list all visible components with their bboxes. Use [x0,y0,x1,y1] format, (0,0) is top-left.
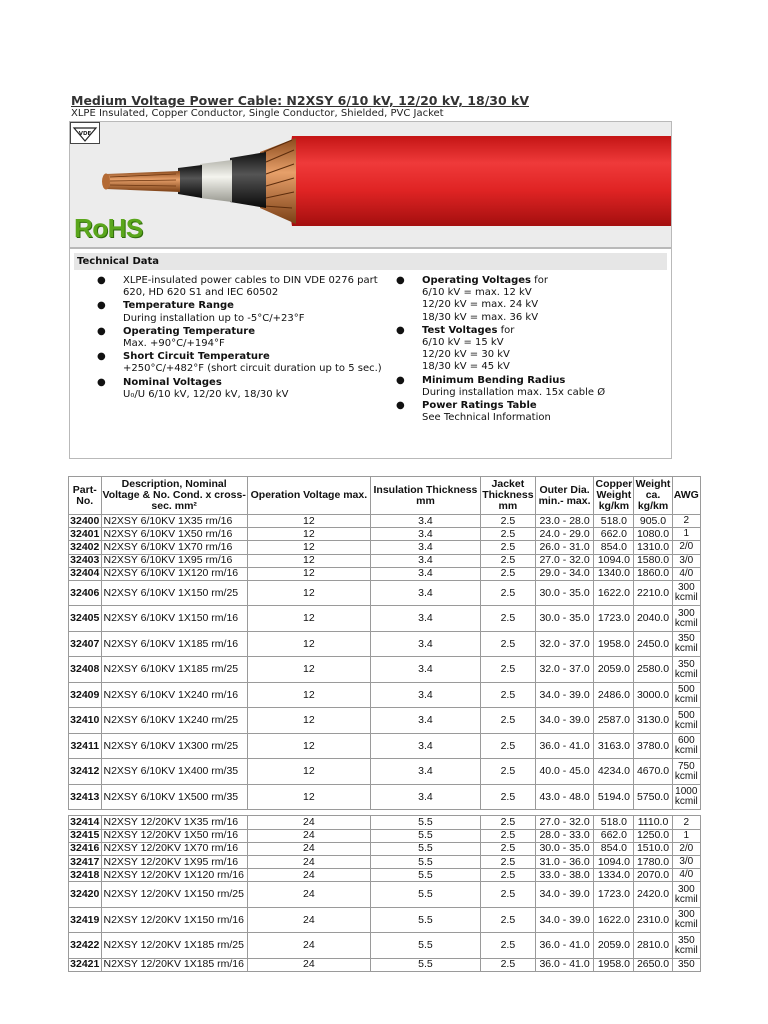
cell-description: N2XSY 6/10KV 1X120 rm/16 [101,567,247,580]
table-row [69,829,701,842]
cell-jacket: 2.5 [480,567,535,580]
table-row [69,580,701,606]
cell-awg: 3/0 [672,554,700,567]
cell-outer-dia: 29.0 - 34.0 [535,567,594,580]
cell-weight: 1780.0 [634,856,672,869]
cell-part-no: 32403 [70,554,100,567]
cell-jacket: 2.5 [480,933,535,959]
col-header-copper-weight: Copper Weight kg/km [594,477,634,515]
cell-insulation: 5.5 [370,856,480,869]
table-row [69,759,701,785]
cell-weight: 3130.0 [634,708,672,734]
cell-part-no: 32412 [69,759,102,785]
cell-awg: 2 [672,816,700,829]
table-row [69,882,701,908]
tech-item [92,275,382,299]
cell-awg: 2/0 [672,541,700,554]
cell-insulation: 5.5 [370,958,480,971]
cell-description: N2XSY 6/10KV 1X500 rm/35 [101,784,247,810]
cell-operation-voltage: 12 [247,784,370,810]
cell-insulation: 3.4 [370,708,480,734]
cell-weight: 905.0 [634,515,672,528]
cell-weight: 1310.0 [634,541,672,554]
cell-outer-dia: 36.0 - 41.0 [535,958,594,971]
cell-jacket: 2.5 [480,842,535,855]
cell-description: N2XSY 12/20KV 1X185 rm/16 [101,958,247,971]
cell-weight: 1110.0 [634,816,672,829]
cell-copper-weight: 2059.0 [594,933,634,959]
bullet-icon: ● [97,351,106,363]
cell-jacket: 2.5 [480,580,535,606]
cell-outer-dia: 27.0 - 32.0 [535,816,594,829]
cell-awg: 4/0 [672,567,700,580]
cell-jacket: 2.5 [480,856,535,869]
cell-jacket: 2.5 [480,682,535,708]
cell-part-no: 32411 [69,733,102,759]
cell-outer-dia: 34.0 - 39.0 [535,682,594,708]
bullet-icon: ● [97,300,106,312]
cell-part-no: 32408 [69,657,102,683]
table-row [69,631,701,657]
cell-awg: 500 kcmil [672,682,700,708]
cell-outer-dia: 43.0 - 48.0 [535,784,594,810]
cell-copper-weight: 1958.0 [594,631,634,657]
table-row [69,606,701,632]
tech-item [92,377,382,401]
cell-operation-voltage: 12 [247,515,370,528]
cell-jacket: 2.5 [480,733,535,759]
cell-operation-voltage: 12 [247,631,370,657]
cell-part-no: 32415 [70,829,100,842]
tech-item-line: During installation max. 15x cable Ø [422,386,606,398]
cell-weight: 2810.0 [634,933,672,959]
tech-item-line: 18/30 kV = 45 kV [422,361,510,373]
cell-part-no: 32419 [69,907,102,933]
cell-outer-dia: 36.0 - 41.0 [535,933,594,959]
cell-part-no: 32414 [70,816,100,829]
cell-copper-weight: 1340.0 [594,567,634,580]
cell-description: N2XSY 12/20KV 1X120 rm/16 [101,869,247,882]
technical-data-panel [69,248,672,459]
cable-illustration [70,122,672,248]
cell-weight: 4670.0 [634,759,672,785]
cell-operation-voltage: 24 [247,869,370,882]
cell-jacket: 2.5 [480,708,535,734]
cell-copper-weight: 1723.0 [594,606,634,632]
tech-item-text: XLPE-insulated power cables to DIN VDE 0276 part 620, HD 620 S1 and IEC 60502 [123,275,378,299]
cell-weight: 1250.0 [634,829,672,842]
cell-operation-voltage: 24 [247,907,370,933]
cell-insulation: 3.4 [370,759,480,785]
cell-operation-voltage: 12 [247,606,370,632]
cell-outer-dia: 30.0 - 35.0 [535,580,594,606]
cell-insulation: 3.4 [370,784,480,810]
tech-item-title: Short Circuit Temperature [123,351,270,363]
cell-description: N2XSY 12/20KV 1X35 rm/16 [101,816,247,829]
cell-awg: 500 kcmil [672,708,700,734]
cell-copper-weight: 1723.0 [594,882,634,908]
technical-left-column [92,275,382,402]
cell-jacket: 2.5 [480,606,535,632]
cell-copper-weight: 1622.0 [594,907,634,933]
bullet-icon: ● [97,376,106,388]
cell-weight: 1580.0 [634,554,672,567]
tech-item-text: Max. +90°C/+194°F [123,338,225,350]
cell-operation-voltage: 24 [247,958,370,971]
tech-item-text: U₀/U 6/10 kV, 12/20 kV, 18/30 kV [123,388,289,400]
table-row [69,567,701,580]
cell-description: N2XSY 6/10KV 1X400 rm/35 [101,759,247,785]
cell-outer-dia: 28.0 - 33.0 [535,829,594,842]
cell-insulation: 3.4 [370,528,480,541]
cell-weight: 2070.0 [634,869,672,882]
cell-outer-dia: 31.0 - 36.0 [535,856,594,869]
cell-insulation: 5.5 [370,816,480,829]
cell-description: N2XSY 12/20KV 1X150 rm/16 [101,907,247,933]
table-row [69,842,701,855]
cell-part-no: 32422 [69,933,102,959]
table-row [69,682,701,708]
cell-jacket: 2.5 [480,816,535,829]
cell-description: N2XSY 6/10KV 1X240 rm/25 [101,708,247,734]
cell-operation-voltage: 12 [247,554,370,567]
cell-awg: 2 [672,515,700,528]
cell-part-no: 32407 [69,631,102,657]
cell-description: N2XSY 6/10KV 1X50 rm/16 [101,528,247,541]
cell-weight: 1510.0 [634,842,672,855]
cell-copper-weight: 662.0 [594,528,634,541]
cell-part-no: 32417 [70,855,100,868]
table-body [69,515,701,972]
cell-outer-dia: 36.0 - 41.0 [535,733,594,759]
cell-insulation: 5.5 [370,907,480,933]
cell-insulation: 5.5 [370,869,480,882]
cell-description: N2XSY 6/10KV 1X70 rm/16 [101,541,247,554]
table-row [69,657,701,683]
cell-description: N2XSY 6/10KV 1X185 rm/25 [101,657,247,683]
table-row [69,541,701,554]
cell-description: N2XSY 6/10KV 1X150 rm/16 [101,606,247,632]
tech-item-text: +250°C/+482°F (short circuit duration up to 5 sec.) [123,363,382,375]
cell-jacket: 2.5 [480,515,535,528]
cell-jacket: 2.5 [480,907,535,933]
cell-operation-voltage: 12 [247,580,370,606]
cell-awg: 3/0 [672,856,700,869]
cell-jacket: 2.5 [480,882,535,908]
cell-outer-dia: 34.0 - 39.0 [535,882,594,908]
cell-part-no: 32420 [69,882,102,908]
cell-weight: 2040.0 [634,606,672,632]
cell-copper-weight: 2059.0 [594,657,634,683]
cell-copper-weight: 2587.0 [594,708,634,734]
tech-item-title: Power Ratings Table [422,400,537,412]
cell-awg: 2/0 [672,842,700,855]
cell-operation-voltage: 12 [247,759,370,785]
cell-insulation: 3.4 [370,580,480,606]
cell-part-no: 32409 [69,682,102,708]
cell-awg: 350 kcmil [672,657,700,683]
cell-outer-dia: 30.0 - 35.0 [535,842,594,855]
cell-copper-weight: 5194.0 [594,784,634,810]
table-row [69,784,701,810]
cell-description: N2XSY 12/20KV 1X70 rm/16 [101,842,247,855]
cell-weight: 2650.0 [634,958,672,971]
cell-insulation: 5.5 [370,829,480,842]
tech-item [92,326,382,350]
bullet-icon: ● [396,324,405,336]
cell-jacket: 2.5 [480,657,535,683]
col-header-weight: Weight ca. kg/km [634,477,672,515]
cell-weight: 2310.0 [634,907,672,933]
cell-awg: 750 kcmil [672,759,700,785]
tech-item-title: Temperature Range [123,300,234,312]
cable-image-panel [69,121,672,248]
table-row [69,869,701,882]
cell-weight: 2450.0 [634,631,672,657]
cell-copper-weight: 662.0 [594,829,634,842]
cell-weight: 2210.0 [634,580,672,606]
cell-outer-dia: 34.0 - 39.0 [535,708,594,734]
cell-description: N2XSY 12/20KV 1X185 rm/25 [101,933,247,959]
cell-insulation: 3.4 [370,567,480,580]
col-header-awg: AWG [672,477,700,515]
cell-weight: 2420.0 [634,882,672,908]
cell-description: N2XSY 6/10KV 1X240 rm/16 [101,682,247,708]
tech-item-line: 12/20 kV = 30 kV [422,349,510,361]
tech-item [391,275,666,324]
tech-item [391,325,666,374]
table-row [69,708,701,734]
cell-operation-voltage: 12 [247,528,370,541]
cell-copper-weight: 1334.0 [594,869,634,882]
technical-data-heading: Technical Data [74,253,667,270]
table-row [69,816,701,829]
bullet-icon: ● [97,275,106,286]
cell-part-no: 32400 [70,514,100,527]
cell-part-no: 32401 [70,527,100,540]
col-header-outer-dia: Outer Dia. min.- max. [535,477,594,515]
cell-weight: 5750.0 [634,784,672,810]
cell-operation-voltage: 12 [247,567,370,580]
cell-part-no: 32418 [70,868,100,881]
table-row [69,933,701,959]
cell-insulation: 3.4 [370,631,480,657]
cell-jacket: 2.5 [480,541,535,554]
cell-description: N2XSY 12/20KV 1X150 rm/25 [101,882,247,908]
cell-copper-weight: 518.0 [594,515,634,528]
cell-description: N2XSY 6/10KV 1X185 rm/16 [101,631,247,657]
cell-operation-voltage: 24 [247,842,370,855]
bullet-icon: ● [97,325,106,337]
tech-item [92,351,382,375]
cell-outer-dia: 40.0 - 45.0 [535,759,594,785]
cell-operation-voltage: 12 [247,657,370,683]
cell-jacket: 2.5 [480,869,535,882]
page-title: Medium Voltage Power Cable: N2XSY 6/10 kV, 12/20 kV, 18/30 kV [71,93,530,108]
cell-copper-weight: 854.0 [594,842,634,855]
cell-weight: 3000.0 [634,682,672,708]
cell-copper-weight: 1622.0 [594,580,634,606]
cell-awg: 350 [672,958,700,971]
cell-operation-voltage: 12 [247,708,370,734]
cell-insulation: 3.4 [370,541,480,554]
cell-awg: 300 kcmil [672,882,700,908]
cell-description: N2XSY 6/10KV 1X95 rm/16 [101,554,247,567]
tech-item [92,300,382,324]
cell-insulation: 3.4 [370,682,480,708]
table-row [69,515,701,528]
cell-copper-weight: 3163.0 [594,733,634,759]
table-row [69,554,701,567]
cell-copper-weight: 518.0 [594,816,634,829]
tech-item-line: 6/10 kV = 15 kV [422,337,504,349]
tech-item [391,400,666,424]
vde-logo-text: VDE [78,131,92,137]
cell-copper-weight: 854.0 [594,541,634,554]
cell-part-no: 32402 [70,540,100,553]
cell-jacket: 2.5 [480,958,535,971]
cell-part-no: 32410 [69,708,102,734]
cell-description: N2XSY 6/10KV 1X150 rm/25 [101,580,247,606]
tech-item-title: Operating Temperature [123,325,256,337]
tech-item-line: 6/10 kV = max. 12 kV [422,287,532,299]
cell-awg: 1 [672,528,700,541]
cell-awg: 600 kcmil [672,733,700,759]
cell-jacket: 2.5 [480,631,535,657]
cell-description: N2XSY 6/10KV 1X300 rm/25 [101,733,247,759]
col-header-jacket: Jacket Thickness mm [480,477,535,515]
cell-awg: 350 kcmil [672,933,700,959]
cell-weight: 3780.0 [634,733,672,759]
cell-insulation: 5.5 [370,882,480,908]
tech-item-title: Operating Voltages [422,275,531,286]
col-header-part: Part-No. [69,477,102,515]
cell-insulation: 5.5 [370,933,480,959]
col-header-insulation: Insulation Thickness mm [370,477,480,515]
cell-part-no: 32406 [69,580,102,606]
cell-awg: 1 [672,829,700,842]
cell-part-no: 32405 [69,606,102,632]
cell-outer-dia: 30.0 - 35.0 [535,606,594,632]
tech-item-line: 12/20 kV = max. 24 kV [422,299,539,311]
cell-jacket: 2.5 [480,554,535,567]
cell-copper-weight: 1094.0 [594,554,634,567]
cell-part-no: 32416 [70,842,100,855]
cell-outer-dia: 27.0 - 32.0 [535,554,594,567]
bullet-icon: ● [396,275,405,286]
cell-outer-dia: 24.0 - 29.0 [535,528,594,541]
table-row [69,528,701,541]
tech-item-text: During installation up to -5°C/+23°F [123,312,305,324]
cell-awg: 4/0 [672,869,700,882]
table-row [69,733,701,759]
cell-jacket: 2.5 [480,829,535,842]
tech-item-line: See Technical Information [422,412,551,424]
cell-part-no: 32404 [70,567,100,580]
tech-item-title: Test Voltages [422,324,498,336]
tech-item-line: 18/30 kV = max. 36 kV [422,311,539,323]
cell-description: N2XSY 12/20KV 1X95 rm/16 [101,856,247,869]
cell-copper-weight: 1958.0 [594,958,634,971]
product-table [68,476,701,972]
cell-copper-weight: 1094.0 [594,856,634,869]
cell-description: N2XSY 6/10KV 1X35 rm/16 [101,515,247,528]
bullet-icon: ● [396,374,405,386]
rohs-logo: RoHS [74,213,143,243]
cell-awg: 1000 kcmil [672,784,700,810]
cell-weight: 1080.0 [634,528,672,541]
cell-insulation: 3.4 [370,554,480,567]
cell-operation-voltage: 24 [247,856,370,869]
bullet-icon: ● [396,400,405,412]
cell-operation-voltage: 12 [247,541,370,554]
cell-operation-voltage: 12 [247,682,370,708]
cell-outer-dia: 23.0 - 28.0 [535,515,594,528]
cell-copper-weight: 2486.0 [594,682,634,708]
tech-item [391,375,666,399]
cell-operation-voltage: 24 [247,816,370,829]
cell-outer-dia: 34.0 - 39.0 [535,907,594,933]
cell-jacket: 2.5 [480,528,535,541]
table-row [69,856,701,869]
col-header-operation-voltage: Operation Voltage max. [247,477,370,515]
tech-item-suffix: for [497,324,515,336]
cell-weight: 1860.0 [634,567,672,580]
cell-awg: 350 kcmil [672,631,700,657]
cell-operation-voltage: 24 [247,933,370,959]
cell-jacket: 2.5 [480,759,535,785]
cell-insulation: 3.4 [370,657,480,683]
table-row [69,907,701,933]
cell-awg: 300 kcmil [672,606,700,632]
cell-awg: 300 kcmil [672,580,700,606]
cell-copper-weight: 4234.0 [594,759,634,785]
cell-insulation: 5.5 [370,842,480,855]
cell-part-no: 32413 [69,784,102,810]
cell-part-no: 32421 [70,958,100,971]
cell-jacket: 2.5 [480,784,535,810]
cell-outer-dia: 33.0 - 38.0 [535,869,594,882]
cell-insulation: 3.4 [370,606,480,632]
table-row [69,958,701,971]
cell-description: N2XSY 12/20KV 1X50 rm/16 [101,829,247,842]
technical-right-column [391,275,666,425]
cell-weight: 2580.0 [634,657,672,683]
cell-operation-voltage: 24 [247,829,370,842]
tech-item-title: Nominal Voltages [123,376,222,388]
tech-item-suffix: for [531,275,548,286]
cell-operation-voltage: 24 [247,882,370,908]
cell-outer-dia: 32.0 - 37.0 [535,657,594,683]
tech-item-title: Minimum Bending Radius [422,374,566,386]
cell-outer-dia: 32.0 - 37.0 [535,631,594,657]
page-subtitle: XLPE Insulated, Copper Conductor, Single Conductor, Shielded, PVC Jacket [71,108,444,119]
vde-logo-icon [70,122,100,144]
cell-insulation: 3.4 [370,515,480,528]
cell-outer-dia: 26.0 - 31.0 [535,541,594,554]
col-header-description: Description, Nominal Voltage & No. Cond. x cross-sec. mm² [101,477,247,515]
cell-insulation: 3.4 [370,733,480,759]
cell-awg: 300 kcmil [672,907,700,933]
cell-operation-voltage: 12 [247,733,370,759]
